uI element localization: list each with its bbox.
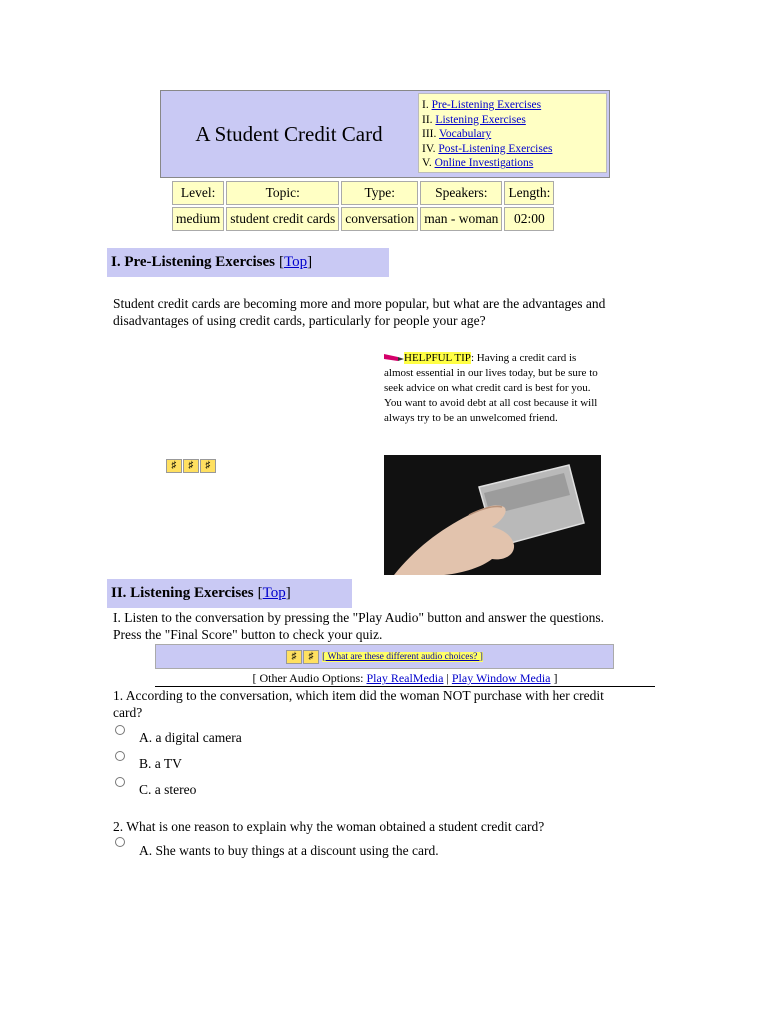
q1-option-a-radio[interactable] <box>115 725 125 735</box>
info-header-row <box>172 181 554 205</box>
q2-option-a-radio[interactable] <box>115 837 125 847</box>
q2-option-a-label: A. She wants to buy things at a discount using the card. <box>139 843 439 858</box>
nav-item-post-listening: IV. Post-Listening Exercises <box>422 142 553 155</box>
helpful-tip <box>384 351 604 426</box>
q1-option-b-label: B. a TV <box>139 756 182 771</box>
audio-buttons-1 <box>166 455 217 473</box>
nav-link-online[interactable]: Online Investigations <box>434 157 534 170</box>
play-audio-fast-icon[interactable]: ♯ <box>200 459 216 473</box>
tip-label: HELPFUL TIP <box>404 352 471 364</box>
page-title: A Student Credit Card <box>195 121 383 146</box>
nav-link-listening[interactable]: Listening Exercises <box>435 113 526 126</box>
nav-item-pre-listening: I. Pre-Listening Exercises <box>422 99 542 111</box>
tip-text: : Having a credit card is almost essential in our lives today, but be sure to seek advice on what credit card is best for you. You want to avoid debt at all cost because it will always try to be an unwelcomed friend. <box>384 352 598 424</box>
pencil-icon <box>384 353 404 363</box>
section-heading-pre-listening: I. Pre-Listening Exercises [Top] <box>107 248 389 277</box>
pre-listening-intro: Student credit cards are becoming more and more popular, but what are the advantages and disadvantages of using credit cards, particularly for people your age? <box>113 296 606 328</box>
info-header-length: Length: <box>504 181 554 205</box>
play-audio-icon-2[interactable]: ♯ <box>286 650 302 664</box>
nav-item-listening: II. Listening Exercises <box>422 113 526 126</box>
info-header-level: Level: <box>172 181 224 205</box>
q1-option-c-label: C. a stereo <box>139 782 197 797</box>
nav-link-vocabulary[interactable]: Vocabulary <box>439 128 492 141</box>
nav-item-vocabulary: III. Vocabulary <box>422 128 492 141</box>
nav-item-online: V. Online Investigations <box>422 157 534 170</box>
info-header-type: Type: <box>341 181 418 205</box>
nav-link-post-listening[interactable]: Post-Listening Exercises <box>438 142 553 155</box>
lesson-header <box>160 90 610 178</box>
info-level: medium <box>172 207 224 231</box>
info-speakers: man - woman <box>420 207 502 231</box>
top-link-1[interactable]: Top <box>284 254 308 270</box>
play-audio-slow-icon[interactable]: ♯ <box>183 459 199 473</box>
info-header-speakers: Speakers: <box>420 181 502 205</box>
section-heading-listening: II. Listening Exercises [Top] <box>107 579 352 608</box>
listening-instructions: I. Listen to the conversation by pressing the "Play Audio" button and answer the questions. Press the "Final Score" button to check your quiz. <box>113 610 604 642</box>
play-realmedia-link[interactable]: Play RealMedia <box>366 671 444 685</box>
info-header-topic: Topic: <box>226 181 339 205</box>
other-audio-options: [ Other Audio Options: Play RealMedia | Play Window Media ] <box>155 671 655 687</box>
play-windowmedia-link[interactable]: Play Window Media <box>451 671 551 685</box>
question-2: 2. What is one reason to explain why the woman obtained a student credit card? <box>113 819 545 834</box>
q1-option-a-label: A. a digital camera <box>139 730 242 745</box>
info-topic: student credit cards <box>226 207 339 231</box>
info-value-row <box>172 207 554 231</box>
info-length: 02:00 <box>504 207 554 231</box>
hand-card-image <box>384 455 601 575</box>
audio-choices-link[interactable]: [ What are these different audio choices? ] <box>322 651 483 662</box>
top-link-2[interactable]: Top <box>262 585 286 601</box>
question-1: 1. According to the conversation, which item did the woman NOT purchase with her credit card? <box>113 688 604 720</box>
play-audio-icon[interactable]: ♯ <box>166 459 182 473</box>
q1-option-b-radio[interactable] <box>115 751 125 761</box>
credit-card-photo <box>384 455 601 575</box>
info-type: conversation <box>341 207 418 231</box>
audio-player-bar <box>155 644 614 669</box>
section-nav <box>418 93 607 173</box>
nav-link-pre-listening[interactable]: Pre-Listening Exercises <box>431 99 542 111</box>
lesson-info-table <box>170 179 556 233</box>
play-audio-slow-icon-2[interactable]: ♯ <box>303 650 319 664</box>
q1-option-c-radio[interactable] <box>115 777 125 787</box>
